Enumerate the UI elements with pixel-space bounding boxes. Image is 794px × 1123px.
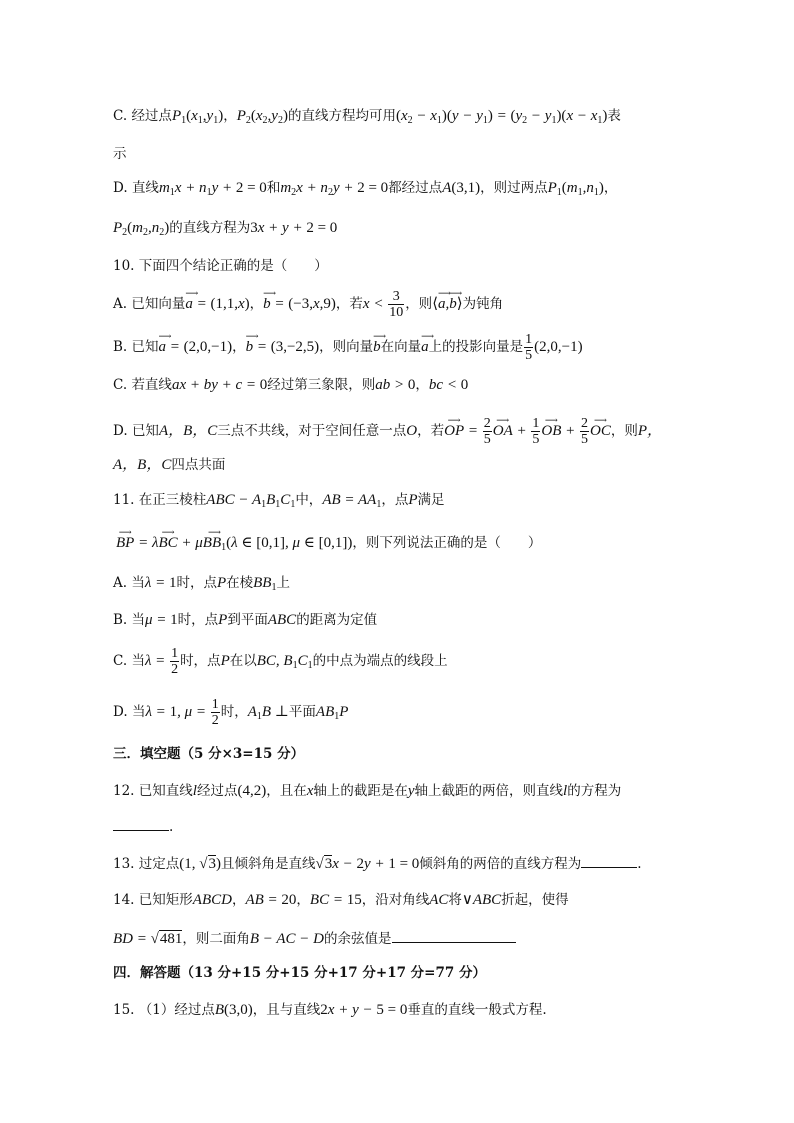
option-label: B. (113, 338, 128, 355)
option-text: 三点不共线，对于空间任意一点 (217, 422, 407, 439)
continuation-line (113, 928, 516, 949)
option-text: ，若 (335, 295, 363, 312)
math-expression: x < $\frac{3}{10}$ (362, 289, 404, 320)
continuation-line (113, 455, 225, 475)
math-expression: λ = 1 (144, 575, 177, 591)
option-text: ， (223, 108, 237, 124)
question-text: ，且与直线 (252, 1002, 321, 1018)
section-heading-text: 三．填空题（5 分×3=15 分） (113, 746, 305, 762)
option-label: C. (113, 652, 128, 669)
question-text: 已知矩形 (138, 892, 193, 908)
math-expression: (1, √3) (179, 856, 222, 872)
option-text: 上 (276, 575, 290, 591)
option-text: 直线 (131, 180, 159, 196)
question-text: ，且在 (266, 783, 307, 799)
option-text: ，则 (405, 295, 433, 312)
continuation-line (113, 218, 337, 238)
math-expression: $(x_2 - x_1)(y - y_1) = (y_2 - y_1)(x - x_1)$ (395, 108, 608, 126)
option-d-line (113, 697, 348, 728)
math-expression: ⟶ a = (2,0,−1) (159, 339, 233, 355)
question-15 (113, 1000, 547, 1020)
question-text: 轴上截距的两倍，则直线 (414, 783, 564, 799)
math-expression: l (563, 783, 568, 799)
math-expression: ⟶ BP = λ⟶ BC + μ⟶ $BB_1(\lambda$ ∈ [0,1], μ ∈ [0,1]) (116, 535, 352, 551)
question-text: 将 (448, 892, 462, 908)
question-number: 14. (113, 892, 135, 908)
question-number: 13. (113, 856, 135, 872)
math-expression: ∨ABC (461, 892, 502, 908)
question-text: 过定点 (138, 856, 180, 872)
math-expression: ABC − $A_1B_1C_1$ (206, 492, 296, 510)
option-text: 若直线 (131, 377, 172, 393)
option-text: 时，点 (180, 652, 221, 669)
math-expression: ab > 0 (375, 377, 416, 393)
option-text: 已知 (131, 338, 159, 355)
math-expression: bc < 0 (428, 377, 469, 393)
question-13 (113, 853, 642, 874)
option-text: 时，点 (177, 612, 219, 628)
math-expression: A(3,1) (442, 180, 481, 196)
math-expression: A，B，C (158, 422, 218, 439)
option-text: ， (415, 377, 429, 393)
question-text: 下面四个结论正确的是（ ） (138, 258, 328, 274)
option-text: 当 (131, 612, 146, 628)
math-expression: ⟶ b (373, 337, 381, 357)
math-expression: μ = 1 (145, 612, 178, 628)
question-text: 已知直线 (138, 783, 193, 799)
question-text: ，沿对角线 (361, 892, 430, 908)
continuation-text: 的余弦值是 (324, 931, 392, 947)
option-text: 表 (607, 108, 621, 124)
math-expression: ⟶ a = (1,1,x) (185, 296, 249, 312)
question-number: 10. (113, 258, 135, 274)
option-d-line (113, 416, 662, 447)
continuation-text: 示 (113, 146, 127, 162)
math-expression: $P_1(m_1,n_1)$ (547, 180, 604, 198)
math-expression: 3x + y + 2 = 0 (250, 220, 338, 236)
option-c-line (113, 646, 448, 677)
option-label: C. (113, 377, 128, 393)
option-text: ，则 (610, 422, 638, 439)
question-text: 在正三棱柱 (138, 492, 207, 508)
answer-blank[interactable] (113, 816, 169, 831)
question-text: （1）经过点 (138, 1002, 215, 1018)
option-text: ，则向量 (319, 338, 374, 355)
question-text: 经过点 (196, 783, 238, 799)
math-expression: x (306, 783, 314, 799)
answer-blank[interactable] (392, 928, 516, 943)
option-label: B. (113, 612, 128, 628)
option-text: 已知 (131, 422, 159, 439)
question-10 (113, 256, 328, 276)
math-expression: $A_1B$ ⊥ (247, 703, 289, 722)
option-text: 经过点 (131, 108, 172, 124)
question-number: 12. (113, 783, 135, 799)
math-expression: A，B，C (113, 457, 172, 473)
option-text: 经过第三象限，则 (267, 377, 376, 393)
option-text: 的直线方程均可用 (287, 108, 396, 124)
option-text: 到平面 (227, 612, 268, 628)
option-c-line (113, 106, 621, 126)
math-expression: BD = √481 (113, 931, 183, 947)
continuation-line (116, 533, 541, 553)
math-expression: $AB_1P$ (315, 703, 349, 722)
option-label: D. (113, 180, 128, 196)
option-b-line (113, 332, 583, 363)
option-text: 和 (266, 180, 281, 196)
question-text: ， (296, 892, 310, 908)
option-text: 在向量 (380, 338, 422, 355)
math-expression: $P_1(x_1,y_1)$ (171, 108, 224, 126)
option-b-line (113, 610, 377, 630)
option-text: 当 (131, 652, 145, 669)
math-expression: ⟶ OP = $\frac{2}{5}$ ⟶ OA + $\frac{1}{5}$ ⟶ OB + $\frac{2}{5}$ ⟶ OC (444, 423, 611, 439)
math-expression: BC = 15 (309, 892, 362, 908)
option-text: 的中点为端点的线段上 (312, 652, 448, 669)
math-expression: P (408, 492, 418, 508)
section-heading-solutions (113, 963, 486, 983)
option-a-line (113, 573, 290, 593)
option-label: C. (113, 108, 128, 124)
math-expression: ABCD (192, 892, 232, 908)
option-text: 当 (131, 575, 145, 591)
option-label: D. (113, 703, 128, 720)
option-label: A. (113, 575, 128, 591)
question-text: 的方程为 (567, 783, 622, 799)
math-expression: P (220, 652, 230, 669)
option-text: 已知向量 (131, 295, 186, 312)
option-text: 时， (220, 703, 248, 720)
option-d-line (113, 178, 617, 198)
option-text: 平面 (288, 703, 316, 720)
option-text: ， (232, 338, 246, 355)
continuation-text: ，则二面角 (182, 931, 250, 947)
section-heading-text: 四．解答题（13 分+15 分+15 分+17 分+17 分=77 分） (113, 965, 486, 981)
option-text: 在棱 (226, 575, 254, 591)
option-text: ， (249, 295, 264, 312)
option-text: ，则过两点 (480, 180, 548, 196)
question-text: 满足 (417, 492, 445, 508)
math-expression: ⟶ b = (−3,x,9) (263, 296, 336, 312)
option-c-line (113, 375, 468, 395)
math-expression: AB = 20 (245, 892, 297, 908)
question-text: 轴上的截距是在 (313, 783, 408, 799)
continuation-text: 四点共面 (171, 457, 226, 473)
option-text: 上的投影向量是 (428, 338, 524, 355)
option-a-line (113, 289, 503, 320)
option-text: ， (603, 180, 618, 196)
math-expression: B − AC − D (249, 931, 324, 947)
math-expression: λ = 1, μ = $\frac{1}{2}$ (145, 697, 219, 728)
question-11 (113, 490, 445, 510)
question-12 (113, 781, 621, 801)
math-expression: P， (637, 422, 663, 439)
math-expression: $BB_1$ (253, 575, 277, 593)
math-expression: $\frac{1}{5}$ (2,0,−1) (525, 332, 583, 363)
question-text: 垂直的直线一般式方程. (407, 1002, 547, 1018)
question-text: 且倾斜角是直线 (221, 856, 316, 872)
math-expression: P (216, 575, 227, 591)
math-expression: AC (429, 892, 449, 908)
math-expression: ⟶ a (421, 337, 429, 357)
option-text: 时，点 (176, 575, 217, 591)
question-text: 倾斜角的两倍的直线方程为 (419, 856, 582, 872)
continuation-text: ，则下列说法正确的是（ ） (352, 535, 542, 551)
answer-line (113, 816, 173, 837)
question-text: ，点 (381, 492, 409, 508)
math-expression: ax + by + c = 0 (171, 377, 268, 393)
option-text: 都经过点 (388, 180, 443, 196)
math-expression: 2x + y − 5 = 0 (320, 1002, 408, 1018)
section-heading-fill-in (113, 744, 304, 764)
math-expression: ABC (267, 612, 297, 628)
question-text: . (637, 856, 642, 872)
continuation-line (113, 144, 127, 164)
question-14 (113, 890, 569, 910)
answer-blank[interactable] (581, 853, 637, 868)
option-text: ，若 (417, 422, 445, 439)
option-label: A. (113, 295, 128, 312)
question-text: 中， (295, 492, 323, 508)
option-text: 的距离为定值 (296, 612, 378, 628)
option-text: 当 (131, 703, 146, 720)
math-expression: $m_1x + n_1y + 2 = 0$ (158, 180, 267, 198)
math-expression: l (192, 783, 197, 799)
option-text: 为钝角 (462, 295, 504, 312)
math-expression: $P_2(x_2,y_2)$ (236, 108, 288, 126)
question-text: ， (231, 892, 246, 908)
math-expression: λ = $\frac{1}{2}$ (144, 646, 179, 677)
math-expression: $m_2x + n_2y + 2 = 0$ (280, 180, 389, 198)
math-expression: ⟶ b = (3,−2,5) (246, 339, 320, 355)
math-expression: BC, $B_1C_1$ (256, 652, 313, 671)
math-expression: (4,2) (237, 783, 267, 799)
math-expression: P (218, 612, 228, 628)
question-text: 折起，使得 (501, 892, 569, 908)
math-expression: √3x − 2y + 1 = 0 (315, 856, 420, 872)
continuation-text: 的直线方程为 (169, 220, 251, 236)
math-expression: O (406, 422, 418, 439)
math-expression: B(3,0) (214, 1002, 253, 1018)
math-expression: ⟨⟶ a,⟶ b⟩ (432, 296, 462, 312)
math-expression: $P_2(m_2,n_2)$ (113, 220, 170, 238)
question-number: 15. (113, 1002, 135, 1018)
math-expression: y (407, 783, 415, 799)
math-expression: AB = $AA_1$ (322, 492, 382, 510)
question-number: 11. (113, 492, 135, 508)
option-label: D. (113, 422, 128, 439)
answer-end: . (169, 819, 174, 835)
option-text: 在以 (229, 652, 257, 669)
